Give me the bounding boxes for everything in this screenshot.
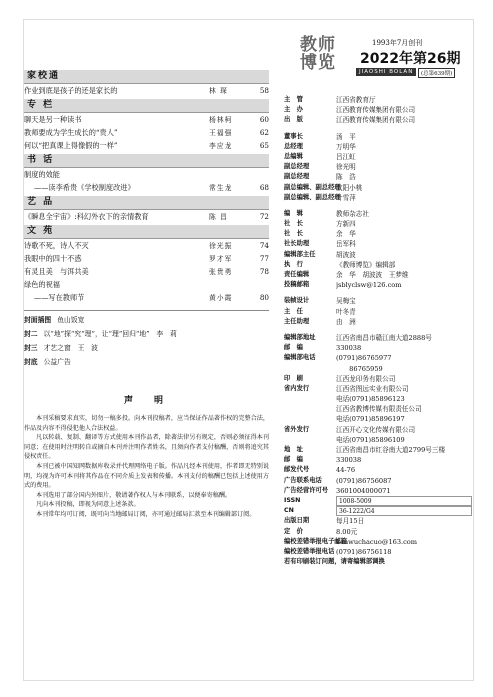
info-label: 编辑部地址 <box>284 333 316 341</box>
cover-credit-label: 封底 <box>24 358 38 366</box>
toc-entry[interactable] <box>24 126 269 139</box>
info-row <box>284 445 472 455</box>
toc-entry[interactable] <box>24 84 269 97</box>
info-row <box>284 172 472 182</box>
toc-entry-page: 62 <box>259 128 269 137</box>
info-value: (0791)86765977 <box>336 354 392 363</box>
info-label <box>284 414 336 424</box>
toc-entry-title: 有灵且美 与洱共美 <box>24 267 89 276</box>
info-row <box>284 404 472 414</box>
toc-entry[interactable] <box>24 113 269 126</box>
info-value: 44-76 <box>336 466 356 475</box>
info-label: 社长助理 <box>284 240 310 248</box>
info-value: 江西省教博传媒有限责任公司 <box>336 405 422 414</box>
info-row <box>284 152 472 162</box>
toc-entry[interactable] <box>24 139 269 152</box>
toc-section-title: 文 苑 <box>24 225 269 239</box>
issue-number: 2022年第26期 <box>360 51 461 67</box>
info-value: 电话(0791)85896109 <box>336 435 405 444</box>
info-row <box>284 115 472 125</box>
toc-entry-title: 何以“把真课上得像假的一样” <box>24 141 118 150</box>
info-value: 86765959 <box>336 364 383 373</box>
info-label: 投稿邮箱 <box>284 281 310 289</box>
info-row <box>284 374 472 384</box>
info-row <box>284 296 472 306</box>
info-label: CN <box>284 507 294 515</box>
info-value: 江西省南昌市红谷南大道2799号三楼 <box>336 446 446 454</box>
toc-entry-page: 65 <box>259 141 269 150</box>
info-row <box>284 465 472 475</box>
toc-entry-page: 78 <box>259 267 269 276</box>
cover-credit-label: 封三 <box>24 344 38 352</box>
toc-entry-title: 制度的效能 <box>24 170 60 179</box>
info-value <box>336 557 472 567</box>
info-label: 邮 编 <box>284 344 303 352</box>
info-label: 若有印刷装订问题，请寄编辑部调换 <box>284 558 385 566</box>
info-value: 岳军科 <box>336 240 356 249</box>
toc-entry-author: 陈 昌 <box>209 213 228 221</box>
info-label: 编校差错举报电话 <box>284 547 335 555</box>
toc-entry-page: 68 <box>259 183 269 192</box>
cover-credit <box>24 314 269 327</box>
info-value: 电话(0791)85896123 <box>336 395 405 404</box>
founding-date: 1993年7月创刊 <box>372 39 423 47</box>
info-value: 3601004000071 <box>336 486 391 495</box>
info-row <box>284 476 472 486</box>
info-row <box>284 317 472 327</box>
info-label: 副总编辑、副总经理 <box>284 183 341 191</box>
toc-entry[interactable] <box>24 265 269 278</box>
info-value: kanwuchacuo@163.com <box>336 537 418 546</box>
info-value: 叶冬青 <box>336 307 356 316</box>
toc-entry-author: 张贵勇 <box>209 268 233 276</box>
cover-credit-text: 鱼山饭宽 <box>57 316 85 324</box>
info-label: 编 辑 <box>284 209 303 217</box>
info-value: 江西省教育厅 <box>336 96 376 104</box>
info-label: 主 任 <box>284 307 303 315</box>
toc-entry[interactable] <box>24 168 269 181</box>
toc-section-title: 家校通 <box>24 70 269 84</box>
info-row <box>284 394 472 404</box>
toc-entry-title: 作业到底是孩子的还是家长的 <box>24 86 118 95</box>
info-row <box>284 270 472 280</box>
masthead <box>300 36 470 80</box>
info-value: 江西教育传媒集团有限公司 <box>336 116 416 125</box>
toc-section-title: 专 栏 <box>24 99 269 113</box>
info-value: 万明华 <box>336 142 356 151</box>
toc-entry-author: 罗才军 <box>209 255 233 263</box>
info-row <box>284 280 472 290</box>
info-label: 省内发行 <box>284 384 310 392</box>
info-label: 社 长 <box>284 220 303 228</box>
info-row <box>284 516 472 526</box>
info-label: 董事长 <box>284 132 303 140</box>
info-label: 印 刷 <box>284 374 303 382</box>
info-label: 编校差错举报电子邮箱 <box>284 537 347 545</box>
info-value: 方新四 <box>336 220 356 229</box>
toc-entry-author: 徐光振 <box>209 242 233 250</box>
info-value: jsblyclsw@126.com <box>336 281 402 290</box>
toc-entry[interactable] <box>24 181 269 194</box>
info-value: 欧阳小桃 <box>336 183 363 192</box>
toc-entry-author: 黄小霞 <box>209 294 233 302</box>
info-row <box>284 260 472 270</box>
table-of-contents <box>24 68 269 520</box>
toc-entry-page: 77 <box>259 254 269 263</box>
info-row <box>284 537 472 547</box>
toc-entry-title: 教师要成为学生成长的“贵人” <box>24 128 118 137</box>
toc-entry[interactable] <box>24 210 269 223</box>
info-row <box>284 425 472 435</box>
info-row <box>284 239 472 249</box>
toc-entry[interactable] <box>24 291 269 304</box>
info-value: 由 洲 <box>336 317 356 326</box>
info-row <box>284 209 472 219</box>
info-label <box>284 435 336 445</box>
info-row <box>284 364 472 374</box>
info-row <box>284 132 472 142</box>
info-value: 陈 浩 <box>336 173 356 182</box>
declaration-paragraph: 本刊常年均可订阅，既可向当地邮局订阅，亦可通过邮局汇款至本刊编辑部订阅。 <box>36 510 256 518</box>
toc-entry-title: ——写在教师节 <box>34 293 85 302</box>
cover-credit-text: 以“地”探“究”理”，让“理”回归“地” 李 莉 <box>43 330 177 338</box>
divider <box>24 310 269 311</box>
toc-section-title: 书 话 <box>24 154 269 168</box>
info-label: 出 版 <box>284 116 303 124</box>
toc-entry[interactable] <box>24 239 269 252</box>
toc-entry-title: 诗歌不死，诗人不灭 <box>24 241 89 250</box>
cover-credit <box>24 328 269 341</box>
info-value: 江西省图远实业有限公司 <box>336 384 409 393</box>
info-row <box>284 557 472 567</box>
info-row <box>284 343 472 353</box>
info-row <box>284 250 472 260</box>
info-label: 地 址 <box>284 446 303 453</box>
info-row <box>284 547 472 557</box>
info-label: 编辑部电话 <box>284 354 316 362</box>
info-label: 编辑部主任 <box>284 250 316 258</box>
info-label: 邮 编 <box>284 456 303 464</box>
declaration-paragraph: 本刊已被中国知网数据库收录并代理网络电子版。作品凡经本刊使用，作者即无特别说明，均视为许可本刊将其作品在不同介质上发表和传播。本刊支付的稿酬已包括上述使用方式的费用。 <box>24 462 269 490</box>
cover-credit-label: 封二 <box>24 330 38 338</box>
toc-entry-page: 72 <box>259 212 269 221</box>
info-value: 1008-5009 <box>336 496 472 506</box>
info-label <box>284 364 336 374</box>
info-label: 主 办 <box>284 106 303 114</box>
info-row <box>284 219 472 229</box>
info-label: 总编辑 <box>284 152 303 160</box>
toc-entry-page: 74 <box>259 241 269 250</box>
declaration-paragraph: 本刊采稿要求真实，切勿一稿多投。向本刊投稿者，应当保证作品著作权的完整合法，作品及内容不得侵犯他人合法权益。 <box>24 415 269 432</box>
info-value: 徐光明 <box>336 163 356 172</box>
info-row <box>284 183 472 193</box>
info-label: 主任助理 <box>284 317 310 325</box>
info-value: 36-1222/G4 <box>336 506 472 516</box>
info-label: 出版日期 <box>284 517 310 525</box>
toc-entry-page: 80 <box>259 293 269 302</box>
info-row <box>284 142 472 152</box>
declaration-paragraph: 本刊选用了部分国内外图片，敬请著作权人与本刊联系，以便奉寄稿酬。 <box>36 491 231 499</box>
toc-entry-title: 绿色的祝福 <box>24 280 60 289</box>
info-value: 余 华 胡波波 王梦维 <box>336 271 409 279</box>
declaration-paragraph: 凡向本刊投稿，即视为同意上述条款。 <box>36 501 140 509</box>
info-row <box>284 384 472 394</box>
info-value: 江西教育传媒集团有限公司 <box>336 106 416 115</box>
info-value: 每月15日 <box>336 517 365 526</box>
info-label: 副总经理 <box>284 163 310 171</box>
info-value: 吴梅宝 <box>336 297 356 306</box>
info-value: 吕江虹 <box>336 152 356 161</box>
cover-credit-text: 才艺之窗 王 波 <box>43 344 98 352</box>
info-row <box>284 435 472 445</box>
info-value: 《教师博览》编辑部 <box>336 260 396 269</box>
magazine-logo: 教师 博览 <box>300 35 336 73</box>
toc-entry-page: 58 <box>259 86 269 95</box>
info-value: 教师杂志社 <box>336 209 369 218</box>
info-label: 广告经营许可号 <box>284 486 329 494</box>
info-label: 邮发代号 <box>284 466 310 474</box>
info-value: 汤 平 <box>336 132 356 141</box>
toc-entry[interactable] <box>24 252 269 265</box>
toc-entry-author: 林 琛 <box>209 87 228 95</box>
info-label: 总经理 <box>284 142 303 150</box>
info-label <box>284 404 336 414</box>
declaration-paragraph: 凡以转载、复制、翻译等方式使用本刊作品者，除著法律另有规定，否则必须征得本刊同意；在使用时注明转自或摘自本刊并注明作者姓名，且须向作者支付稿酬，否则将追究其侵权责任。 <box>24 434 269 461</box>
publication-info <box>284 95 472 567</box>
info-label: 装帧设计 <box>284 297 310 305</box>
info-label <box>284 394 336 404</box>
info-row <box>284 414 472 424</box>
info-value: 江西龙印务有限公司 <box>336 374 396 383</box>
info-label: 定 价 <box>284 527 303 535</box>
cover-credit <box>24 342 269 355</box>
total-issue: (总第639期) <box>418 68 455 78</box>
toc-entry-page: 60 <box>259 115 269 124</box>
info-row <box>284 229 472 239</box>
info-row <box>284 105 472 115</box>
toc-entry-title: ——读李希贵《学校制度改进》 <box>34 183 135 192</box>
toc-section-title: 艺 品 <box>24 196 269 210</box>
info-value: 8.00元 <box>336 527 358 536</box>
info-label: 社 长 <box>284 230 303 238</box>
info-label: 责任编辑 <box>284 271 310 278</box>
info-value: 胡波波 <box>336 250 356 259</box>
info-value: (0791)86756087 <box>336 476 392 485</box>
declaration-body <box>24 414 269 520</box>
toc-entry-title: 聊天是另一种读书 <box>24 115 82 124</box>
toc-entry-title: 《瞬息全宇宙》:科幻外衣下的亲情教育 <box>24 212 149 221</box>
info-row <box>284 193 472 203</box>
info-label: 省外发行 <box>284 425 310 433</box>
info-value: 余 华 <box>336 230 356 239</box>
toc-entry[interactable] <box>24 278 269 291</box>
toc-entry-author: 杨林柯 <box>209 116 233 124</box>
info-row <box>284 353 472 363</box>
info-value: 330038 <box>336 456 362 465</box>
info-row <box>284 95 472 105</box>
cover-credit-text: 公益广告 <box>43 358 71 366</box>
toc-entry-author: 常生龙 <box>209 184 233 192</box>
info-row <box>284 162 472 172</box>
info-label: 执 行 <box>284 260 303 268</box>
toc-entry-author: 王福强 <box>209 129 233 137</box>
info-row <box>284 307 472 317</box>
info-value: (0791)86756118 <box>336 547 392 556</box>
toc-entry-author: 李应龙 <box>209 142 233 150</box>
info-value: 江西省南昌市赣江南大道2888号 <box>336 333 432 342</box>
toc-entry-title: 我眼中的四十不惑 <box>24 254 82 263</box>
info-row <box>284 486 472 496</box>
info-value: 电话(0791)85896197 <box>336 415 405 424</box>
info-row <box>284 455 472 465</box>
info-label: 副总经理 <box>284 173 310 181</box>
info-label: ISSN <box>284 496 301 504</box>
info-label: 副总编辑、副总经理 <box>284 193 341 201</box>
info-value: 叶雪萍 <box>336 193 356 202</box>
cover-credit-label: 封面插图 <box>24 316 52 324</box>
info-row <box>284 506 472 516</box>
info-label: 主 管 <box>284 96 303 103</box>
info-row <box>284 333 472 343</box>
magazine-pinyin: JIAOSHI BOLAN <box>356 68 416 76</box>
info-value: 330038 <box>336 344 362 353</box>
info-row <box>284 496 472 506</box>
cover-credit <box>24 356 269 369</box>
info-label: 广告联系电话 <box>284 476 322 484</box>
declaration-title: 声 明 <box>123 396 169 406</box>
info-row <box>284 527 472 537</box>
info-value: 江西开心文化传媒有限公司 <box>336 425 416 434</box>
